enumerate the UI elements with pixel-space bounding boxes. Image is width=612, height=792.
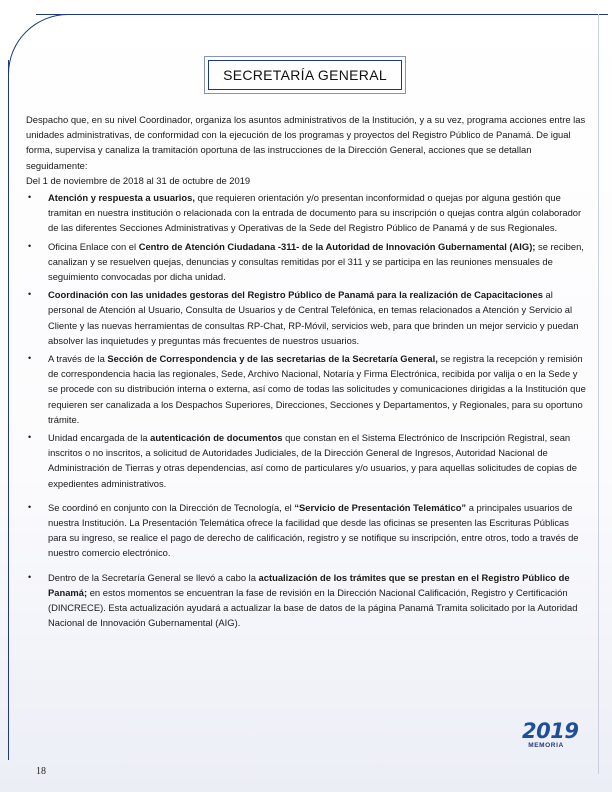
reporting-period: Del 1 de noviembre de 2018 al 31 de octubre de 2019 [26,174,251,186]
list-item: • Oficina Enlace con el Centro de Atención Ciudadana -311- de la Autoridad de Innovación Gubernamental (AIG); se reciben, canalizan y se resuelven quejas, denuncias y consultas remitidas por el 311 y se participa en las reuniones mensuales de seguimiento convocadas por dicha unidad. [28,240,584,283]
bullet-icon: • [28,192,32,203]
frame-right-line [598,14,599,774]
list-item: • Se coordinó en conjunto con la Dirección de Tecnología, el “Servicio de Presentación Telemático” a principales usuarios de nuestra Institución. La Presentación Telemática ofrece la facilidad que desde las oficinas se presenten las Escrituras Públicas para su ingreso, se realice el pago de derecho de calificación, registro y se notifique su inscripción, entre otros, todo a través de nuestro comercio electrónico. [28,501,579,559]
page-number: 18 [36,766,46,777]
section-title [208,60,402,90]
section-title-text: SECRETARÍA GENERAL [223,67,387,83]
logo-label: MEMORIA [528,742,564,749]
memoria-2019-logo [522,719,579,756]
bullet-icon: • [28,289,32,300]
list-item: • Atención y respuesta a usuarios, que requieren orientación y/o presentan inconformidad o quejas por alguna gestión que tramitan en nuestra institución o relacionada con la entrada de documento para su inscripción o quejas contra algún colaborador de las diferentes Secciones Administrativas y Operativas de la Sede del Registro Público de Panamá y de sus Regionales. [28,192,582,234]
bullet-icon: • [28,501,32,512]
list-item: • Unidad encargada de la autenticación de documentos que constan en el Sistema Electrónico de Inscripción Registral, sean inscritos o no inscritos, a solicitud de Autoridades Judiciales, de la Dirección General de Ingresos, Autoridad Nacional de Administración de Tierras y otras dependencias, así como de particulares y/o usuarios, y para aquellas solicitudes de copias de expedientes administrativos. [28,432,577,489]
document-body [26,112,586,634]
bullet-icon: • [28,240,32,251]
activities-list [26,190,586,630]
bullet-icon: • [28,432,32,443]
list-item: • Coordinación con las unidades gestoras del Registro Público de Panamá para la realización de Capacitaciones al personal de Atención al Usuario, Consulta de Usuarios y de Central Telefónica, en temas relacionados a Atención y Servicio al Cliente y las nuevas herramientas de consultas RP-Chat, RP-Móvil, servicios web, para que brinden un mejor servicio y puedan absolver las inquietudes y preguntas más frecuentes de nuestros usuarios. [28,289,579,346]
frame-left-line [8,60,9,760]
intro-paragraph: Despacho que, en su nivel Coordinador, organiza los asuntos administrativos de la Institución, y a su vez, programa acciones entre las unidades administrativas, de conformidad con la ejecución de los programas y proyectos del Registro Público de Panamá. De igual forma, supervisa y canaliza la tramitación oportuna de las instrucciones de la Dirección General, acciones que se detallan seguidamente: [26,114,586,171]
bullet-icon: • [28,571,32,582]
list-item: • Dentro de la Secretaría General se llevó a cabo la actualización de los trámites que se prestan en el Registro Público de Panamá; en estos momentos se encuentran la fase de revisión en la Dirección Nacional Calificación, Registro y Certificación (DINCRECE). Esta actualización ayudará a actualizar la base de datos de la página Panamá Tramita solicitado por la Autoridad Nacional de Innovación Gubernamental (AIG). [28,571,578,629]
logo-year: 2019 [522,719,579,743]
list-item: • A través de la Sección de Correspondencia y de las secretarias de la Secretaría General, se registra la recepción y remisión de correspondencia hacia las regionales, Sede, Archivo Nacional, Notaría y Firma Electrónica, recibida por valija o en la Sede y se procede con su distribución interna o externa, así como de todas las solicitudes y comunicaciones dirigidas a la Institución que requieren ser canalizada a los Despachos Superiores, Direcciones, Secciones y Departamentos, y Regionales, para su oportuno trámite. [28,353,586,425]
frame-top-line [36,14,608,15]
bullet-icon: • [28,353,32,364]
